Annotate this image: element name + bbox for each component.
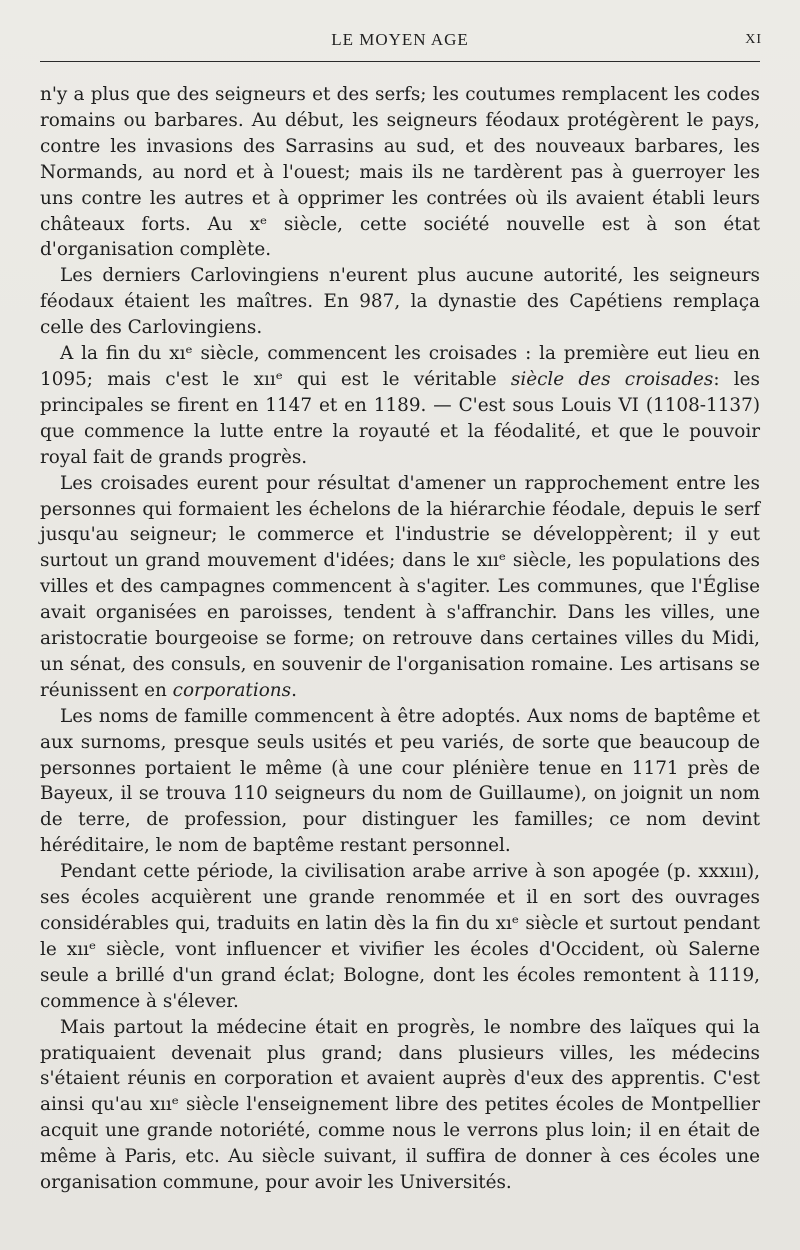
header-rule xyxy=(40,61,760,62)
paragraph-text: A la fin du xıᵉ siècle, commencent les croisades : la première eut lieu en 1095; mais c'est le xııᵉ qui est le véritable xyxy=(40,343,760,390)
paragraph-text: Mais partout la médecine était en progrès, le nombre des laïques qui la pratiquaient devenait plus grand; dans plusieurs villes, les médecins s'étaient réunis en corporation et avaient auprès d'eux des apprentis. C'est ainsi qu'au xııᵉ siècle l'enseignement libre des petites écoles de Montpellier acquit une grande notoriété, comme nous le verrons plus loin; il en était de même à Paris, etc. Au siècle suivant, il suffira de donner à ces écoles une organisation commune, pour avoir les Universités. xyxy=(40,1016,760,1194)
paragraph-text: Pendant cette période, la civilisation arabe arrive à son apogée (p. xxxııı), ses écoles acquièrent une grande renommée et il en sort des ouvrages considérables qui, traduits en latin dès la fin du xıᵉ siècle et surtout pendant le xııᵉ siècle, vont influencer et vivifier les écoles d'Occident, où Salerne seule a brillé d'un grand éclat; Bologne, dont les écoles remontent à 1119, commence à s'élever. xyxy=(40,861,760,1012)
body-text xyxy=(40,82,760,1196)
paragraph xyxy=(40,471,760,704)
paragraph-text: n'y a plus que des seigneurs et des serfs; les coutumes remplacent les codes romains ou barbares. Au début, les seigneurs féodaux protégèrent le pays, contre les invasions des Sarrasins au sud, et des nouveaux barbares, les Normands, au nord et à l'ouest; mais ils ne tardèrent pas à guerroyer les uns contre les autres et à opprimer les contrées où ils avaient établi leurs châteaux forts. Au xᵉ siècle, cette société nouvelle est à son état d'organisation complète. xyxy=(40,84,760,261)
paragraph xyxy=(40,341,760,471)
italic-text: corporations xyxy=(172,679,292,701)
page-number: XI xyxy=(745,32,762,47)
paragraph xyxy=(40,704,760,859)
paragraph-text: : les principales se firent en 1147 et en 1189. — C'est sous Louis VI (1108-1137) que commence la lutte entre la royauté et la féodalité, et que le pouvoir royal fait de grands progrès. xyxy=(40,368,760,468)
paragraph-text: Les derniers Carlovingiens n'eurent plus aucune autorité, les seigneurs féodaux étaient les maîtres. En 987, la dynastie des Capétiens remplaça celle des Carlovingiens. xyxy=(40,265,760,339)
paragraph-text: . xyxy=(291,679,297,701)
page-header xyxy=(38,26,762,60)
paragraph xyxy=(40,859,760,1014)
paragraph xyxy=(40,82,760,263)
paragraph xyxy=(40,263,760,341)
paragraph-text: Les croisades eurent pour résultat d'amener un rapprochement entre les personnes qui formaient les échelons de la hiérarchie féodale, depuis le serf jusqu'au seigneur; le commerce et l'industrie se développèrent; il y eut surtout un grand mouvement d'idées; dans le xııᵉ siècle, les populations des villes et des campagnes commencent à s'agiter. Les communes, que l'Église avait organisées en paroisses, tendent à s'affranchir. Dans les villes, une aristocratie bourgeoise se forme; on retrouve dans certaines villes du Midi, un sénat, des consuls, en souvenir de l'organisation romaine. Les artisans se réunissent en xyxy=(40,472,760,701)
running-title: LE MOYEN AGE xyxy=(331,30,469,49)
paragraph xyxy=(40,1015,760,1196)
italic-text: siècle des croisades xyxy=(510,368,714,390)
paragraph-text: Les noms de famille commencent à être adoptés. Aux noms de baptême et aux surnoms, presque seuls usités et peu variés, de sorte que beaucoup de personnes portaient le même (à une cour plénière tenue en 1171 près de Bayeux, il se trouva 110 seigneurs du nom de Guillaume), on joignit un nom de terre, de profession, pour distinguer les familles; ce nom devint héréditaire, le nom de baptême restant personnel. xyxy=(40,705,760,857)
